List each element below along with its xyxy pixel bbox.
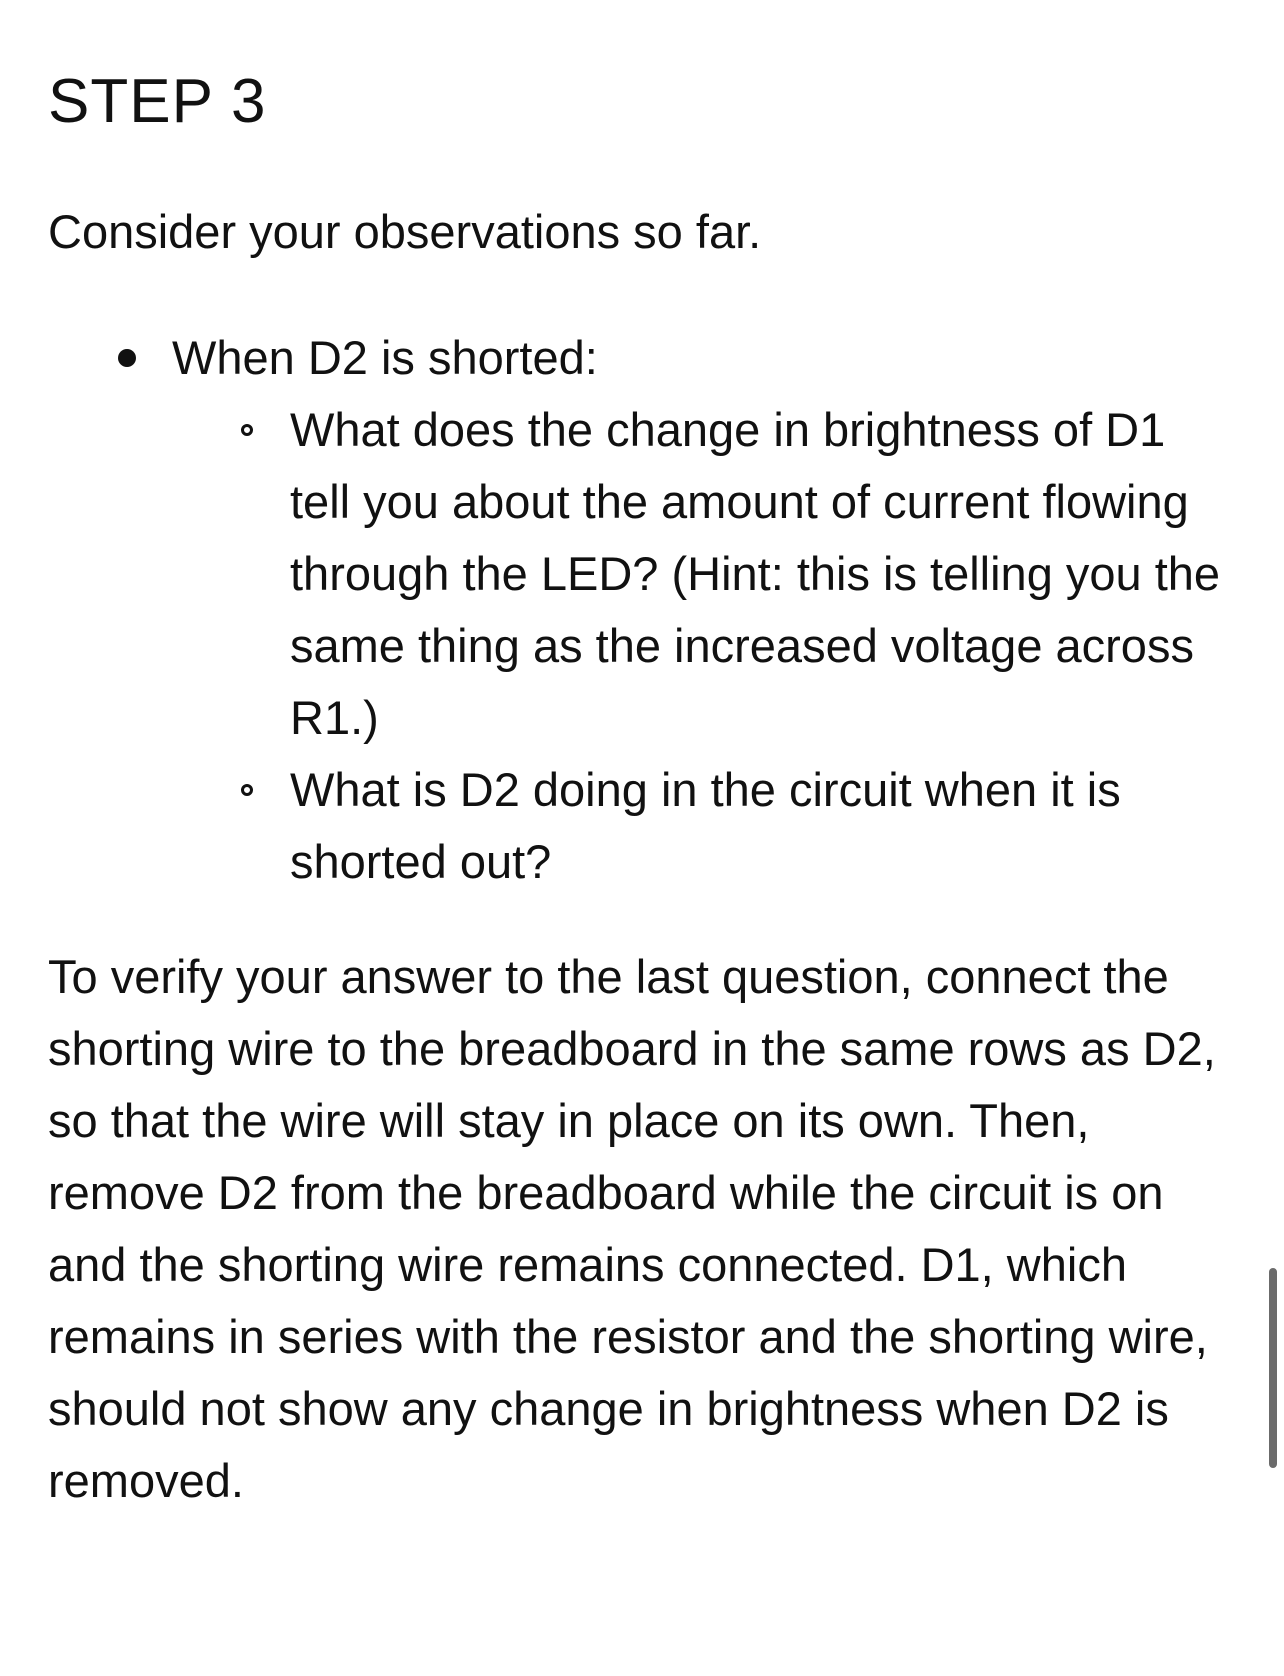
verification-paragraph: To verify your answer to the last question, connect the shorting wire to the breadboard in the same rows as D2, so that the wire will stay in place on its own. Then, remove D2 from the breadboard while the circuit is on and the shorting wire remains connected. D1, which remains in series with the resistor and the shorting wire, should not show any change in brightness when D2 is removed. — [48, 950, 1216, 1507]
bullet-dot-icon — [118, 349, 136, 367]
sub-question-text: What is D2 doing in the circuit when it is shorted out? — [290, 763, 1121, 888]
bullet-circle-icon — [241, 424, 253, 436]
sub-question-d2-role — [172, 754, 1230, 898]
sub-question-text: What does the change in brightness of D1 tell you about the amount of current flowing through the LED? (Hint: this is telling you the same thing as the increased voltage across R1.) — [290, 403, 1221, 744]
list-item-d2-shorted — [48, 322, 1228, 898]
sub-question-brightness — [172, 394, 1230, 754]
sub-question-list — [172, 394, 1228, 898]
scrollbar-thumb[interactable] — [1269, 1268, 1277, 1468]
list-item-label: When D2 is shorted: — [172, 331, 598, 384]
bullet-circle-icon — [241, 784, 253, 796]
observation-list — [48, 322, 1228, 898]
intro-text: Consider your observations so far. — [48, 205, 762, 258]
step-title: STEP 3 — [48, 67, 267, 136]
